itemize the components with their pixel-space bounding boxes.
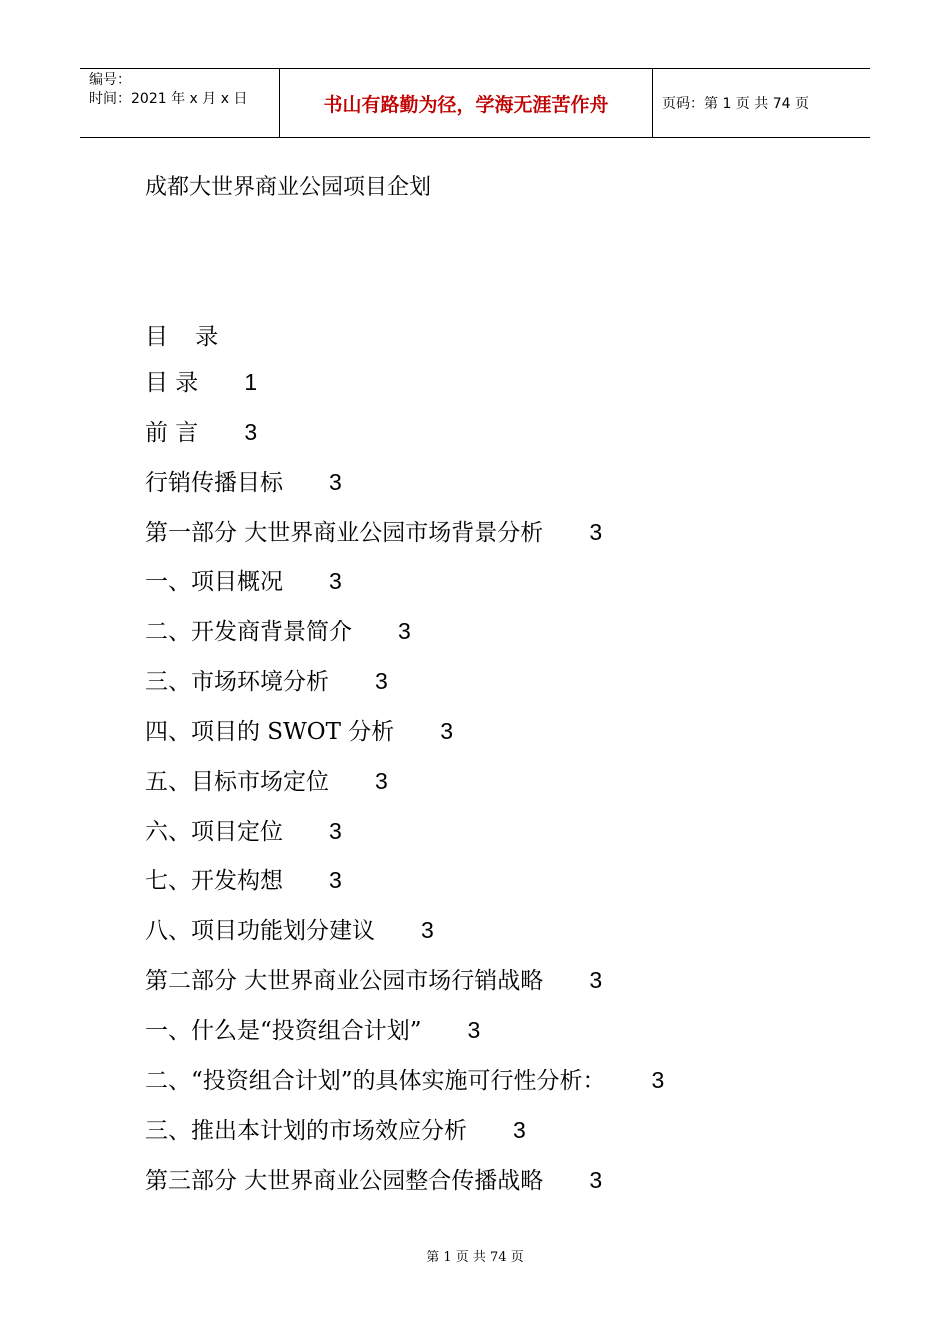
toc-entry-page: 1 xyxy=(244,369,258,395)
date-line: 时间：2021 年 x 月 x 日 xyxy=(89,91,248,107)
toc-entry-page: 3 xyxy=(513,1116,526,1143)
toc-entry-label: 二、“投资组合计划”的具体实施可行性分析： xyxy=(145,1067,606,1094)
toc-entry-page: 3 xyxy=(421,917,434,944)
toc-entry-label: 第三部分 大世界商业公园整合传播战略 xyxy=(145,1167,544,1194)
toc-entry[interactable] xyxy=(145,766,664,816)
table-of-contents xyxy=(145,367,664,1214)
toc-entry-page: 3 xyxy=(329,468,342,495)
toc-entry-label: 三、市场环境分析 xyxy=(145,669,329,696)
toc-entry[interactable] xyxy=(145,517,664,567)
toc-entry-label: 前 言 xyxy=(145,419,199,446)
toc-entry-page: 3 xyxy=(375,767,388,794)
toc-entry-label: 八、项目功能划分建议 xyxy=(145,918,375,945)
toc-entry[interactable] xyxy=(145,367,664,417)
toc-entry-label: 第二部分 大世界商业公园市场行销战略 xyxy=(145,968,544,995)
toc-entry-label: 一、项目概况 xyxy=(145,569,283,596)
toc-entry-label: 三、推出本计划的市场效应分析 xyxy=(145,1117,467,1144)
toc-entry[interactable] xyxy=(145,965,664,1015)
toc-entry[interactable] xyxy=(145,716,664,766)
code-label: 编号： xyxy=(89,72,131,88)
toc-entry-page: 3 xyxy=(589,518,603,545)
toc-entry-page: 3 xyxy=(329,817,342,844)
header-motto: 书山有路勤为径，学海无涯苦作舟 xyxy=(280,69,653,137)
toc-entry-label: 四、项目的 SWOT 分析 xyxy=(145,718,395,745)
toc-entry[interactable] xyxy=(145,616,664,666)
toc-entry-label: 一、什么是“投资组合计划” xyxy=(145,1017,422,1044)
toc-entry-page: 3 xyxy=(467,1016,481,1043)
toc-entry-page: 3 xyxy=(244,418,258,445)
toc-entry[interactable] xyxy=(145,1015,664,1065)
toc-entry-page: 3 xyxy=(589,1166,603,1193)
toc-entry[interactable] xyxy=(145,865,664,915)
toc-entry-label: 六、项目定位 xyxy=(145,818,283,845)
toc-entry[interactable] xyxy=(145,816,664,866)
document-title: 成都大世界商业公园项目企划 xyxy=(145,175,432,200)
toc-entry[interactable] xyxy=(145,1115,664,1165)
toc-entry-page: 3 xyxy=(375,668,388,695)
toc-entry[interactable] xyxy=(145,1165,664,1215)
toc-entry-label: 第一部分 大世界商业公园市场背景分析 xyxy=(145,519,544,546)
header-meta xyxy=(80,69,280,137)
toc-entry-page: 3 xyxy=(651,1066,665,1093)
toc-entry[interactable] xyxy=(145,915,664,965)
toc-heading: 目 录 xyxy=(145,324,229,350)
toc-entry[interactable] xyxy=(145,566,664,616)
toc-entry[interactable] xyxy=(145,666,664,716)
page-footer: 第 1 页 共 74 页 xyxy=(426,1250,524,1265)
toc-entry[interactable] xyxy=(145,417,664,467)
toc-entry[interactable] xyxy=(145,1065,664,1115)
toc-entry-label: 二、开发商背景简介 xyxy=(145,619,352,646)
toc-entry-label: 五、目标市场定位 xyxy=(145,768,329,795)
toc-entry-page: 3 xyxy=(440,717,454,744)
toc-entry-label: 七、开发构想 xyxy=(145,868,283,895)
toc-entry-page: 3 xyxy=(329,867,342,894)
toc-entry-page: 3 xyxy=(398,618,411,645)
page-header xyxy=(80,68,870,138)
header-page-info: 页码：第 1 页 共 74 页 xyxy=(662,96,809,112)
toc-entry-page: 3 xyxy=(329,568,342,595)
toc-entry-page: 3 xyxy=(589,967,603,994)
toc-entry-label: 行销传播目标 xyxy=(145,469,283,496)
toc-entry-label: 目 录 xyxy=(145,370,199,396)
toc-entry[interactable] xyxy=(145,467,664,517)
